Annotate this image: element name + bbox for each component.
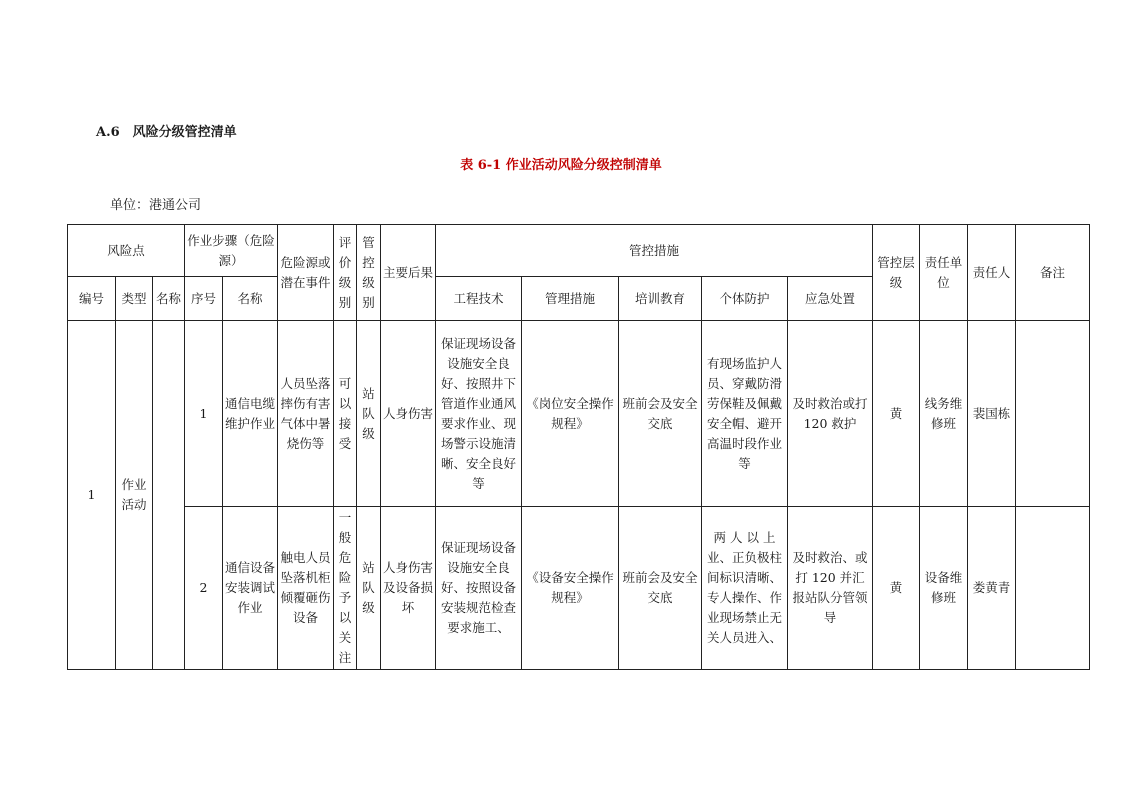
header-seq: 序号	[185, 277, 223, 321]
row-management: 《设备安全操作规程》	[522, 507, 619, 670]
row-step-name: 通信设备安装调试作业	[223, 507, 278, 670]
header-emergency: 应急处置	[788, 277, 873, 321]
header-management: 管理措施	[522, 277, 619, 321]
table-title: 表 6-1 作业活动风险分级控制清单	[460, 158, 662, 173]
row-unit: 设备维修班	[920, 507, 968, 670]
header-name: 名称	[153, 277, 185, 321]
header-remarks: 备注	[1016, 225, 1090, 321]
section-heading: A.6 风险分级管控清单	[96, 125, 237, 140]
row-emergency: 及时救治、或打 120 并汇报站队分管领导	[788, 507, 873, 670]
risk-point-number: 1	[68, 321, 116, 670]
risk-point-type: 作业活动	[116, 321, 153, 670]
row-ppe: 两 人 以 上业、正负极柱间标识清晰、专人操作、作业现场禁止无关人员进入、	[702, 507, 788, 670]
row-engineering: 保证现场设备设施安全良好、按照设备安装规范检查要求施工、	[436, 507, 522, 670]
risk-control-table	[67, 224, 1090, 670]
row-seq: 1	[185, 321, 223, 507]
row-hazard: 触电人员坠落机柜倾覆砸伤设备	[278, 507, 334, 670]
row-emergency: 及时救治或打 120 救护	[788, 321, 873, 507]
row-seq: 2	[185, 507, 223, 670]
header-control-level: 管控级别	[357, 225, 381, 321]
row-unit: 线务维修班	[920, 321, 968, 507]
table-row	[68, 321, 1090, 507]
table-row	[68, 507, 1090, 670]
row-management: 《岗位安全操作规程》	[522, 321, 619, 507]
header-work-step: 作业步骤（危险源）	[185, 225, 278, 277]
header-row-1	[68, 225, 1090, 277]
header-engineering: 工程技术	[436, 277, 522, 321]
header-ppe: 个体防护	[702, 277, 788, 321]
row-consequence: 人身伤害及设备损坏	[381, 507, 436, 670]
row-control: 站队级	[357, 321, 381, 507]
row-training: 班前会及安全交底	[619, 507, 702, 670]
row-ppe: 有现场监护人员、穿戴防滑劳保鞋及佩戴安全帽、避开高温时段作业等	[702, 321, 788, 507]
unit-line: 单位：港通公司	[110, 198, 202, 213]
header-responsible-person: 责任人	[968, 225, 1016, 321]
row-remark	[1016, 321, 1090, 507]
row-tier: 黄	[873, 507, 920, 670]
row-step-name: 通信电缆维护作业	[223, 321, 278, 507]
risk-point-name	[153, 321, 185, 670]
header-control-tier: 管控层级	[873, 225, 920, 321]
row-tier: 黄	[873, 321, 920, 507]
row-hazard: 人员坠落摔伤有害气体中暑烧伤等	[278, 321, 334, 507]
row-evaluation: 一般危险予以关注	[334, 507, 357, 670]
header-risk-point: 风险点	[68, 225, 185, 277]
header-training: 培训教育	[619, 277, 702, 321]
header-hazard-event: 危险源或潜在事件	[278, 225, 334, 321]
header-responsible-unit: 责任单位	[920, 225, 968, 321]
header-control-measures: 管控措施	[436, 225, 873, 277]
row-evaluation: 可以接受	[334, 321, 357, 507]
header-step-name: 名称	[223, 277, 278, 321]
header-number: 编号	[68, 277, 116, 321]
header-type: 类型	[116, 277, 153, 321]
header-evaluation-level: 评价级别	[334, 225, 357, 321]
row-consequence: 人身伤害	[381, 321, 436, 507]
header-main-consequence: 主要后果	[381, 225, 436, 321]
row-training: 班前会及安全交底	[619, 321, 702, 507]
row-person: 娄黄青	[968, 507, 1016, 670]
row-engineering: 保证现场设备设施安全良好、按照井下管道作业通风要求作业、现场警示设施清晰、安全良好 等	[436, 321, 522, 507]
row-control: 站队级	[357, 507, 381, 670]
row-person: 裴国栋	[968, 321, 1016, 507]
row-remark	[1016, 507, 1090, 670]
